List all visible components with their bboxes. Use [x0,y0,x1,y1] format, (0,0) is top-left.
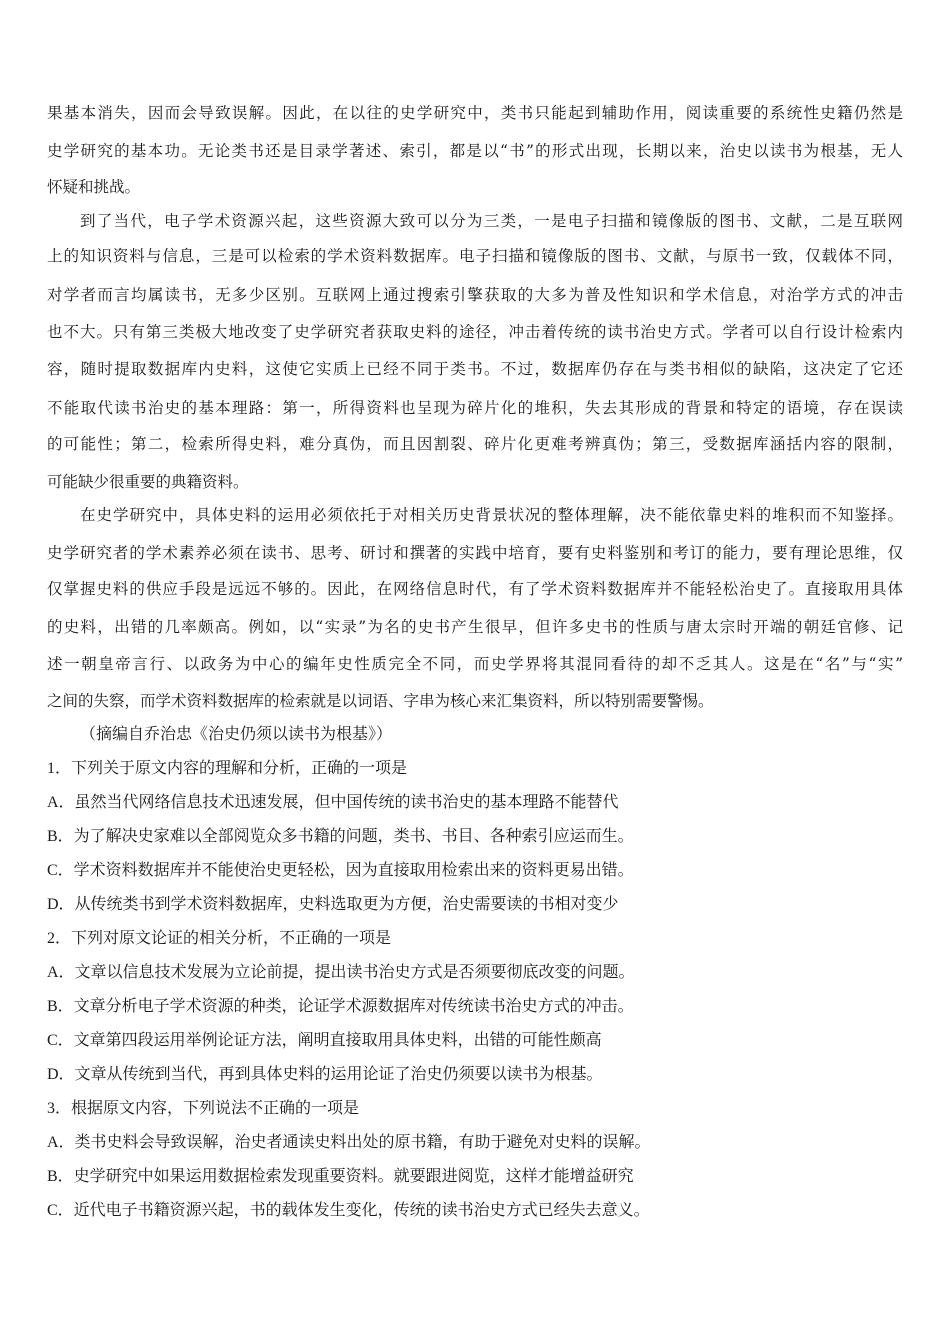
passage-line: 不能取代读书治史的基本理路：第一，所得资料也呈现为碎片化的堆积，失去其形成的背景和特定的语境，存在误读 [47,399,903,417]
source-attribution: （摘编自乔治忠《治史仍须以读书为根基》） [80,726,393,743]
passage-line: 上的知识资料与信息，三是可以检索的学术资料数据库。电子扫描和镜像版的图书、文献，与原书一致，仅载体不同， [47,247,903,265]
passage-line: 容，随时提取数据库内史料，这使它实质上已经不同于类书。不过，数据库仍存在与类书相似的缺陷，这决定了它还 [47,360,903,378]
passage-line: 述一朝皇帝言行、以政务为中心的编年史性质完全不同，而史学界将其混同看待的却不乏其人。这是在“名”与“实” [47,655,903,673]
passage-line: 史学研究者的学术素养必须在读书、思考、研讨和撰著的实践中培育，要有史料鉴别和考订的能力，要有理论思维，仅 [47,544,903,562]
question-stem: 3．根据原文内容，下列说法不正确的一项是 [47,1100,360,1117]
answer-option: C．学术资料数据库并不能使治史更轻松，因为直接取用检索出来的资料更易出错。 [47,862,634,879]
passage-line: 果基本消失，因而会导致误解。因此，在以往的史学研究中，类书只能起到辅助作用，阅读重要的系统性史籍仍然是 [47,104,903,122]
answer-option: B．为了解决史家难以全部阅览众多书籍的问题，类书、书目、各种索引应运而生。 [47,828,634,845]
answer-option: D．文章从传统到当代，再到具体史料的运用论证了治史仍须要以读书为根基。 [47,1066,603,1083]
answer-option: B．史学研究中如果运用数据检索发现重要资料。就要跟进阅览，这样才能增益研究 [47,1168,634,1185]
answer-option: A．虽然当代网络信息技术迅速发展，但中国传统的读书治史的基本理路不能替代 [47,794,619,811]
answer-option: A．类书史料会导致误解，治史者通读史料出处的原书籍，有助于避免对史料的误解。 [47,1134,651,1151]
answer-option: A．文章以信息技术发展为立论前提，提出读书治史方式是否须要彻底改变的问题。 [47,964,635,981]
answer-option: D．从传统类书到学术资料数据库，史料选取更为方便，治史需要读的书相对变少 [47,896,619,913]
answer-option: B．文章分析电子学术资源的种类，论证学术源数据库对传统读书治史方式的冲击。 [47,998,634,1015]
answer-option: C．近代电子书籍资源兴起，书的载体发生变化，传统的读书治史方式已经失去意义。 [47,1202,650,1219]
passage-line: 怀疑和挑战。 [47,178,141,196]
passage-line: 可能缺少很重要的典籍资料。 [47,473,249,491]
passage-line: 仅掌握史料的供应手段是远远不够的。因此，在网络信息时代，有了学术资料数据库并不能轻松治史了。直接取用具体 [47,580,903,598]
passage-line: 之间的失察，而学术资料数据库的检索就是以词语、字串为核心来汇集资料，所以特别需要警惕。 [47,692,714,710]
passage-line: 对学者而言均属读书，无多少区别。互联网上通过搜索引擎获取的大多为普及性知识和学术信息，对治学方式的冲击 [47,286,903,304]
question-stem: 2．下列对原文论证的相关分析，不正确的一项是 [47,930,392,947]
passage-line: 在史学研究中，具体史料的运用必须依托于对相关历史背景状况的整体理解，决不能依靠史料的堆积而不知鉴择。 [80,506,903,524]
passage-line: 也不大。只有第三类极大地改变了史学研究者获取史料的途径，冲击着传统的读书治史方式。学者可以自行设计检索内 [47,323,903,341]
passage-line: 史学研究的基本功。无论类书还是目录学著述、索引，都是以“书”的形式出现，长期以来，治史以读书为根基，无人 [47,142,903,160]
passage-line: 的可能性；第二，检索所得史料，难分真伪，而且因割裂、碎片化更难考辨真伪；第三，受数据库涵括内容的限制， [47,435,903,453]
passage-line: 的史料，出错的几率颇高。例如，以“实录”为名的史书产生很早，但许多史书的性质与唐太宗时开端的朝廷官修、记 [47,618,903,636]
passage-line: 到了当代，电子学术资源兴起，这些资源大致可以分为三类，一是电子扫描和镜像版的图书、文献，二是互联网 [80,212,903,230]
question-stem: 1．下列关于原文内容的理解和分析，正确的一项是 [47,760,408,777]
answer-option: C．文章第四段运用举例论证方法，阐明直接取用具体史料，出错的可能性颇高 [47,1032,602,1049]
